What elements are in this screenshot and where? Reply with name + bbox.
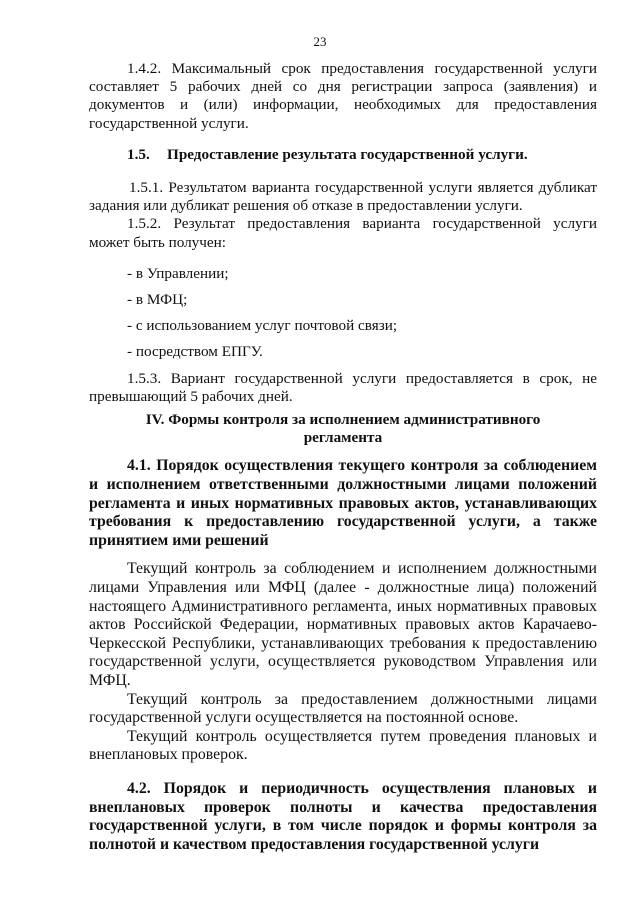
paragraph-control-3: Текущий контроль осуществляется путем проведения плановых и внеплановых проверок. (89, 727, 597, 764)
list-item: - посредством ЕПГУ. (127, 343, 263, 361)
heading-1-5-text: Предоставление результата государственной услуги. (167, 145, 528, 163)
paragraph-1-5-3: 1.5.3. Вариант государственной услуги предоставляется в срок, не превышающий 5 рабочих дней. (89, 369, 597, 405)
paragraph-1-4-2: 1.4.2. Максимальный срок предоставления государственной услуги составляет 5 рабочих дней со дня регистрации запроса (заявления) и документов и (или) информации, необходимых для предоставления государственной услуги. (89, 60, 597, 132)
document-body (89, 60, 597, 854)
section-iv-title: IV. Формы контроля за исполнением административного регламента (145, 411, 541, 447)
paragraph-control-1: Текущий контроль за соблюдением и исполнением должностными лицами Управления или МФЦ (далее - должностные лица) положений настоящего Административного регламента, иных нормативных правовых актов Российской Федерации, нормативных правовых актов Карачаево-Черкесской Республики, устанавливающих требования к предоставлению государственной услуги, осуществляется руководством Управления или МФЦ. (89, 560, 597, 689)
paragraph-control-2: Текущий контроль за предоставлением должностными лицами государственной услуги осуществляется на постоянной основе. (89, 690, 597, 727)
page-number: 23 (313, 34, 327, 49)
heading-1-5-number: 1.5. (127, 145, 150, 163)
list-item: - с использованием услуг почтовой связи; (127, 317, 398, 335)
list-item: - в Управлении; (127, 264, 229, 282)
paragraph-1-5-2: 1.5.2. Результат предоставления варианта государственной услуги может быть получен: (89, 215, 597, 251)
heading-4-1: 4.1. Порядок осуществления текущего контроля за соблюдением и исполнением ответственными должностными лицами положений регламента и иных нормативных правовых актов, устанавливающих требования к предоставлению государственной услуги, а также принятием ими решений (89, 457, 597, 549)
paragraph-1-5-1: 1.5.1. Результатом варианта государственной услуги является дубликат задания или дубликат решения об отказе в предоставлении услуги. (89, 179, 597, 215)
heading-4-2: 4.2. Порядок и периодичность осуществления плановых и внеплановых проверок полноты и качества предоставления государственной услуги, в том числе порядок и формы контроля за полнотой и качеством предоставления государственной услуги (89, 779, 597, 853)
heading-1-5 (89, 146, 597, 164)
list-item: - в МФЦ; (127, 291, 188, 309)
